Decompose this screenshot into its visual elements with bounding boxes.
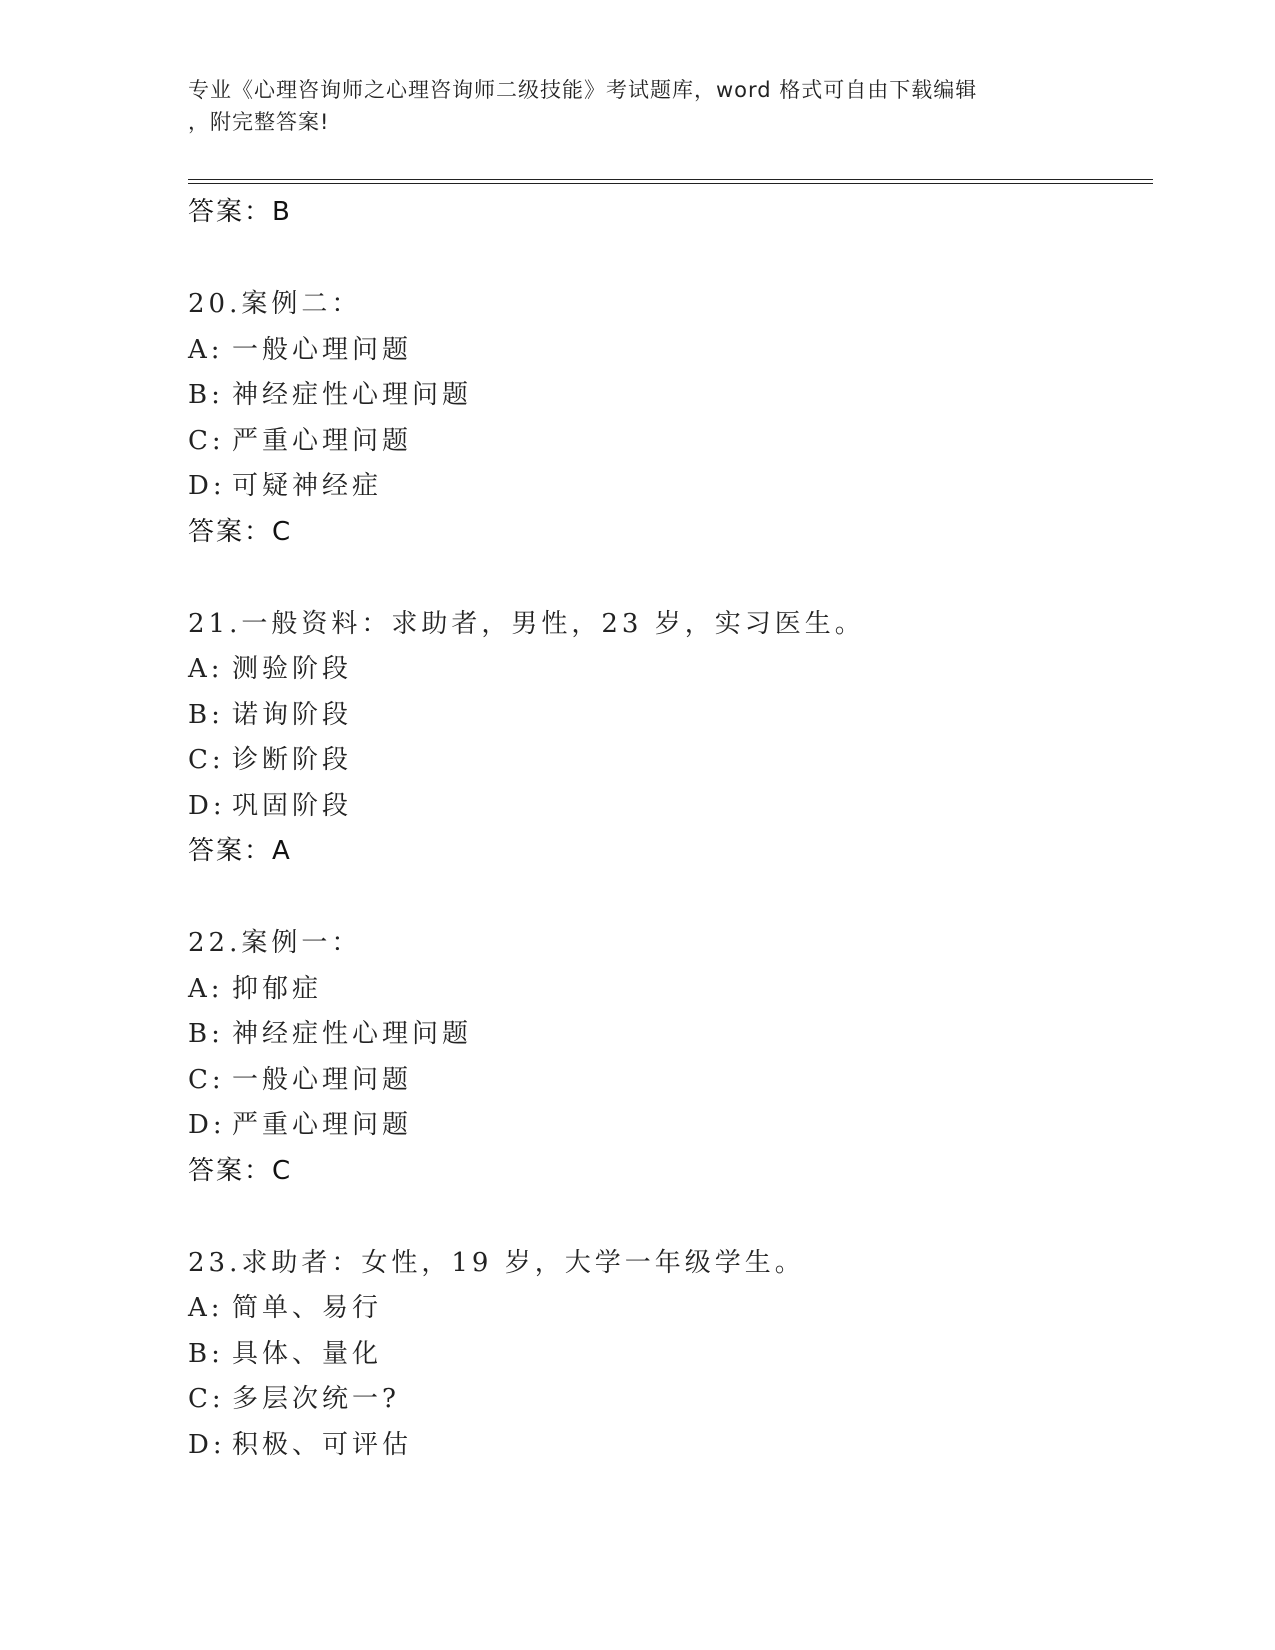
option-label: A:	[188, 1293, 224, 1323]
option-text: 严重心理问题	[232, 1110, 413, 1140]
option-text: 具体、量化	[232, 1338, 383, 1369]
option-c	[188, 738, 1153, 784]
option-c	[188, 419, 1153, 465]
header-line-2: ，附完整答案!	[188, 110, 330, 134]
document-header	[188, 74, 1068, 138]
option-d	[188, 464, 1153, 510]
option-text: 测验阶段	[232, 654, 353, 684]
answer-line: 答案：A	[188, 836, 292, 866]
option-label: A:	[188, 654, 224, 684]
option-text: 积极、可评估	[232, 1429, 413, 1460]
option-label: A:	[188, 973, 224, 1004]
header-divider-top	[188, 179, 1153, 180]
option-d	[188, 784, 1153, 830]
option-text: 一般心理问题	[232, 1064, 413, 1095]
option-text: 一般心理问题	[232, 334, 413, 365]
option-label: C:	[188, 1064, 225, 1095]
option-label: C:	[188, 1384, 225, 1414]
question-22	[188, 921, 1153, 1193]
option-c	[188, 1377, 1153, 1423]
option-text: 多层次统一?	[232, 1384, 400, 1414]
header-divider-bottom	[188, 183, 1153, 184]
question-21	[188, 602, 1153, 874]
previous-answer: 答案：B	[188, 197, 292, 227]
answer-line: 答案：C	[188, 516, 293, 547]
header-line-1: 专业《心理咨询师之心理咨询师二级技能》考试题库，word 格式可自由下载编辑	[188, 78, 978, 102]
option-text: 神经症性心理问题	[232, 1019, 473, 1049]
option-text: 诺询阶段	[232, 699, 353, 730]
option-text: 巩固阶段	[232, 790, 353, 821]
option-label: C:	[188, 745, 225, 775]
option-label: C:	[188, 425, 225, 456]
option-label: B:	[188, 1019, 224, 1049]
option-label: D:	[188, 471, 226, 501]
option-label: B:	[188, 380, 224, 410]
option-c	[188, 1058, 1153, 1104]
option-b	[188, 1332, 1153, 1378]
option-label: A:	[188, 334, 224, 365]
question-title: 20.案例二：	[188, 289, 362, 319]
option-d	[188, 1103, 1153, 1149]
option-label: D:	[188, 790, 226, 821]
option-a	[188, 647, 1153, 693]
option-text: 简单、易行	[232, 1293, 383, 1323]
option-label: D:	[188, 1110, 226, 1140]
answer-line: 答案：C	[188, 1155, 293, 1186]
option-text: 抑郁症	[232, 973, 323, 1004]
question-title: 21.一般资料：求助者，男性，23 岁，实习医生。	[188, 608, 865, 639]
option-d	[188, 1423, 1153, 1469]
option-a	[188, 1286, 1153, 1332]
question-title: 23.求助者：女性，19 岁，大学一年级学生。	[188, 1247, 805, 1278]
question-20	[188, 282, 1153, 554]
option-text: 神经症性心理问题	[232, 380, 473, 410]
option-label: B:	[188, 699, 224, 730]
option-b	[188, 1012, 1153, 1058]
question-23	[188, 1241, 1153, 1469]
option-label: D:	[188, 1429, 226, 1460]
option-text: 诊断阶段	[232, 745, 353, 775]
option-text: 可疑神经症	[232, 471, 383, 501]
option-b	[188, 693, 1153, 739]
option-a	[188, 967, 1153, 1013]
option-text: 严重心理问题	[232, 425, 413, 456]
option-label: B:	[188, 1338, 224, 1369]
option-b	[188, 373, 1153, 419]
option-a	[188, 328, 1153, 374]
question-list	[188, 190, 1153, 1468]
question-title: 22.案例一：	[188, 928, 362, 958]
